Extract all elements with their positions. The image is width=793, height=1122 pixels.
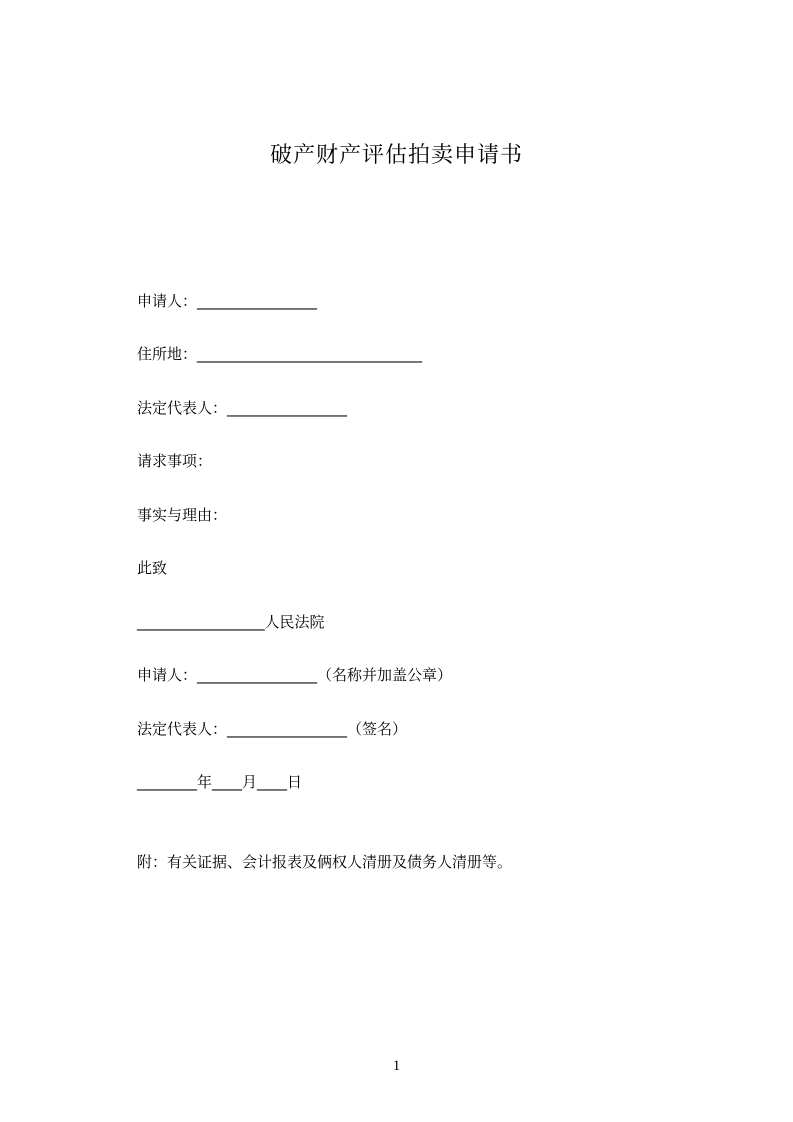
page-number: 1 — [392, 1058, 401, 1074]
applicant-sign-line: 申请人：________________（名称并加盖公章） — [137, 666, 453, 684]
legal-rep-sign-line: 法定代表人：________________（签名） — [137, 720, 408, 738]
court-line: _________________人民法院 — [137, 613, 325, 631]
applicant-line: 申请人：________________ — [137, 292, 318, 310]
date-line: ________年____月____日 — [137, 773, 303, 791]
legal-rep-line: 法定代表人：________________ — [137, 399, 348, 417]
address-line: 住所地：______________________________ — [137, 345, 423, 363]
document-title: 破产财产评估拍卖申请书 — [269, 143, 523, 168]
request-items-line: 请求事项： — [137, 452, 213, 470]
salutation-line: 此致 — [137, 559, 168, 577]
facts-reasons-line: 事实与理由： — [137, 506, 228, 524]
attachment-line: 附：有关证据、会计报表及俩权人清册及债务人清册等。 — [137, 853, 513, 871]
